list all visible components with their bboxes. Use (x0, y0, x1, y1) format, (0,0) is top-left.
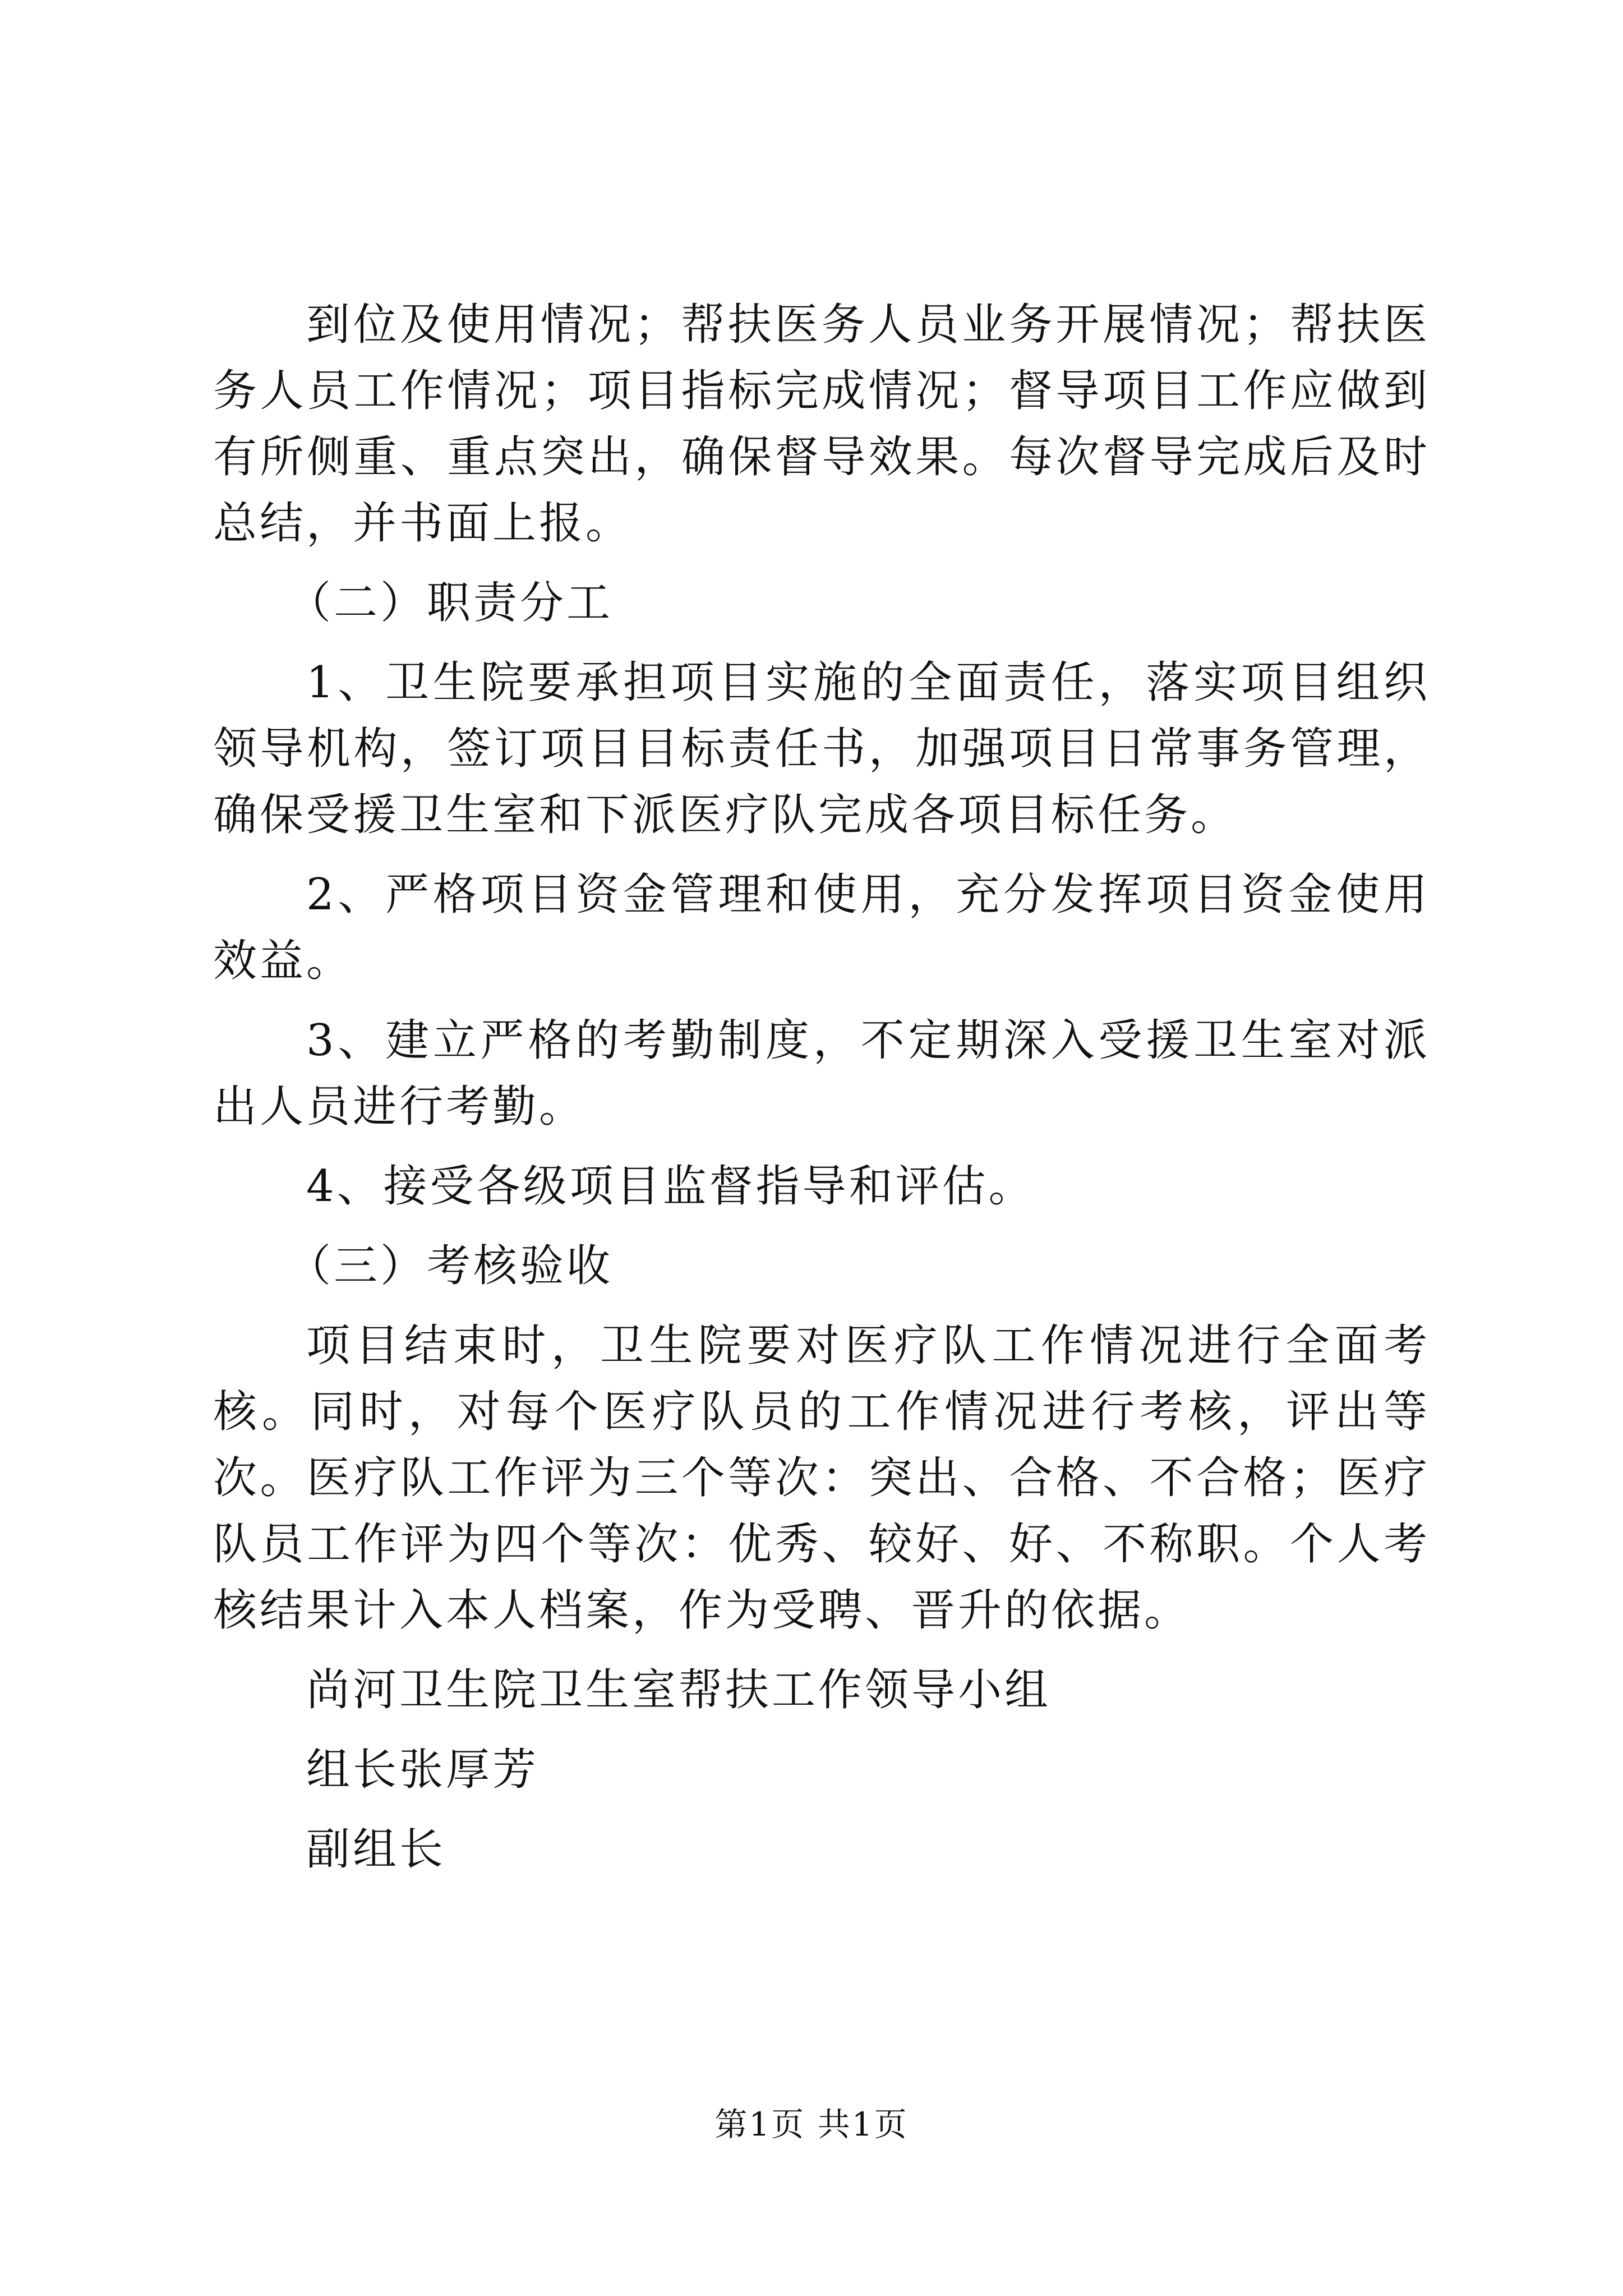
paragraph-supervision-content: 到位及使用情况；帮扶医务人员业务开展情况；帮扶医务人员工作情况；项目指标完成情况；督导项目工作应做到有所侧重、重点突出，确保督导效果。每次督导完成后及时总结，并书面上报。 (213, 300, 1430, 549)
document-body (213, 292, 1430, 1883)
page-number-label: 第1页 共1页 (714, 2105, 909, 2143)
paragraph-deputy-leader: 副组长 (306, 1824, 446, 1875)
paragraph-assessment: 项目结束时，卫生院要对医疗队工作情况进行全面考核。同时，对每个医疗队员的工作情况进行考核，评出等次。医疗队工作评为三个等次：突出、合格、不合格；医疗队员工作评为四个等次：优秀、较好、好、不称职。个人考核结果计入本人档案，作为受聘、晋升的依据。 (213, 1320, 1430, 1636)
section-heading-duties: （二）职责分工 (287, 578, 614, 628)
paragraph-duty-2: 2、严格项目资金管理和使用，充分发挥项目资金使用效益。 (213, 869, 1430, 986)
paragraph-group-leader: 组长张厚芳 (306, 1745, 540, 1795)
page-footer (0, 2098, 1623, 2145)
paragraph-duty-4: 4、接受各级项目监督指导和评估。 (306, 1161, 1035, 1212)
section-heading-assessment: （三）考核验收 (287, 1241, 614, 1291)
paragraph-duty-3: 3、建立严格的考勤制度，不定期深入受援卫生室对派出人员进行考勤。 (213, 1015, 1430, 1132)
paragraph-leadership-group: 尚河卫生院卫生室帮扶工作领导小组 (306, 1665, 1052, 1715)
paragraph-duty-1: 1、卫生院要承担项目实施的全面责任，落实项目组织领导机构，签订项目目标责任书，加强项目日常事务管理，确保受援卫生室和下派医疗队完成各项目标任务。 (213, 657, 1430, 840)
